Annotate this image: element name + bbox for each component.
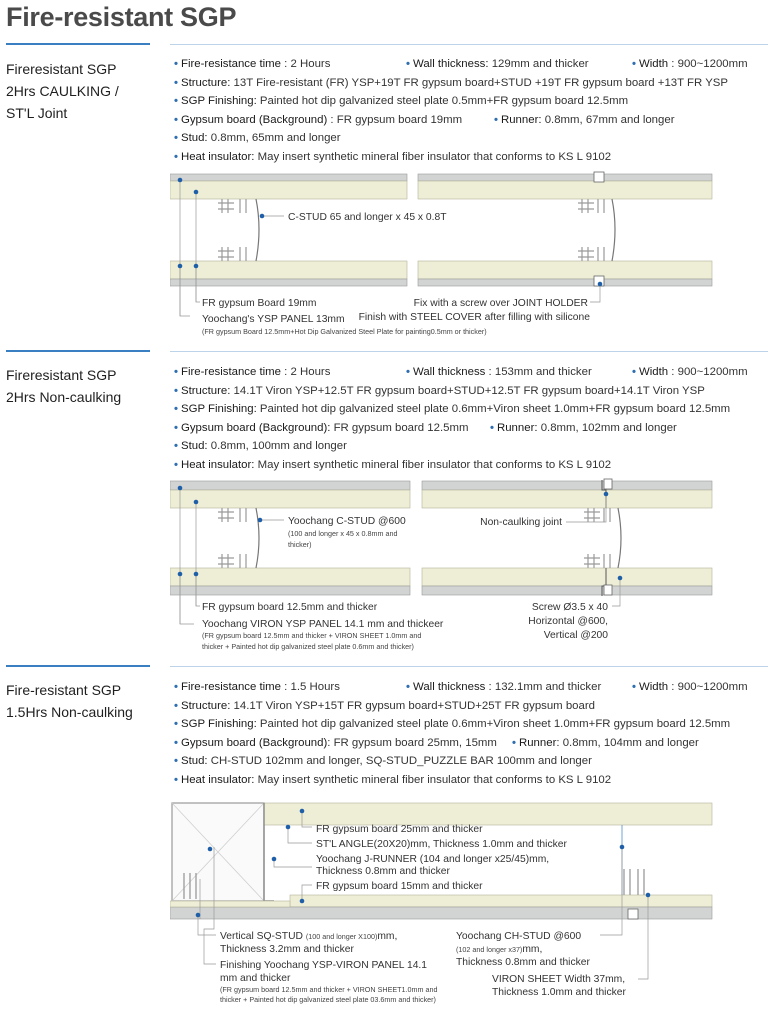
section-divider bbox=[6, 43, 150, 45]
label-panel-note: (FR gypsum Board 12.5mm+Hot Dip Galvanized Steel Plate for painting0.5mm or thicker) bbox=[202, 327, 487, 336]
callout-dot bbox=[618, 576, 623, 581]
callout-dot bbox=[286, 825, 291, 830]
label-stud-note: (100 and longer x 45 x 0.8mm and bbox=[288, 529, 398, 538]
callout-dot bbox=[194, 264, 199, 269]
callout-dot bbox=[598, 282, 603, 287]
callout-dot bbox=[272, 857, 277, 862]
callout-dot bbox=[178, 486, 183, 491]
label-viron-sheet: VIRON SHEET Width 37mm, bbox=[492, 974, 626, 985]
label-stud-note: thicker) bbox=[288, 540, 312, 549]
spec-list: • Fire-resistance time : 2 Hours • Wall thickness : 153mm and thicker • Width : 900~1200mm • Structure: 14.1T Viron YSP+12.5T FR gypsum board+STUD+12.5T FR gypsum board+14.1T Viron YSP • SGP Finishing: Painted hot dip galvanized steel plate 0.6mm+Viron sheet 1.0mm+FR gypsum board 12.5mm • Gypsum board (Background): FR gypsum board 12.5mm • Runner: 0.8mm, 102mm and longer • Stud: 0.8mm, 100mm and longer • Heat insulator: May insert synthetic mineral fiber insulator that conforms to KS L 9102 bbox=[174, 366, 748, 471]
steel-plate bbox=[170, 586, 410, 595]
label-finishing-note: (FR gypsum board 12.5mm and thicker + VIRON SHEET1.0mm and bbox=[220, 985, 438, 994]
label-angle: ST'L ANGLE(20X20)mm, Thickness 1.0mm and thicker bbox=[316, 839, 567, 850]
label-viron-sheet: Thickness 1.0mm and thicker bbox=[492, 987, 626, 998]
gypsum-board bbox=[264, 803, 712, 825]
label-panel: Yoochang VIRON YSP PANEL 14.1 mm and thickeer bbox=[202, 619, 444, 630]
callout-dot bbox=[258, 518, 263, 523]
label-joint: Non-caulking joint bbox=[480, 517, 562, 528]
steel-plate bbox=[170, 279, 407, 286]
gypsum-board bbox=[170, 490, 410, 508]
section-name: Fire-resistant SGP 1.5Hrs Non-caulking bbox=[6, 682, 133, 720]
label-screw: Vertical @200 bbox=[543, 630, 608, 641]
label-panel-note: thicker + Painted hot dip galvanized steel plate 0.6mm and thicker) bbox=[202, 642, 414, 651]
label-joint-1: Fix with a screw over JOINT HOLDER bbox=[413, 298, 588, 309]
label-joint-2: Finish with STEEL COVER after filling with silicone bbox=[358, 312, 590, 323]
steel-plate bbox=[170, 481, 410, 490]
section-drawing bbox=[170, 799, 715, 1019]
section-divider bbox=[6, 665, 150, 667]
section-drawing bbox=[170, 478, 715, 658]
label-screw: Screw Ø3.5 x 40 bbox=[531, 602, 608, 613]
gypsum-board bbox=[170, 261, 407, 279]
joint-holder bbox=[594, 172, 604, 182]
callout-dot bbox=[300, 899, 305, 904]
label-sq-stud: Vertical SQ-STUD (100 and longer X100)mm, bbox=[220, 931, 398, 942]
callout-dot bbox=[194, 190, 199, 195]
gypsum-board bbox=[170, 568, 410, 586]
label-panel-note: (FR gypsum board 12.5mm and thicker + VIRON SHEET 1.0mm and bbox=[202, 631, 422, 640]
steel-plate bbox=[422, 481, 712, 490]
label-screw: Horizontal @600, bbox=[528, 616, 608, 627]
ch-stud bbox=[622, 825, 644, 895]
section-divider bbox=[170, 351, 768, 352]
section-divider bbox=[6, 350, 150, 352]
label-finishing: mm and thicker bbox=[220, 973, 291, 984]
callout-dot bbox=[178, 572, 183, 577]
section-name: Fireresistant SGP 2Hrs CAULKING / ST'L Joint bbox=[6, 61, 119, 121]
label-ch-stud: Yoochang CH-STUD @600 bbox=[456, 931, 582, 942]
steel-plate bbox=[418, 279, 712, 286]
label-board-25: FR gypsum board 25mm and thicker bbox=[316, 824, 483, 835]
label-panel: Yoochang's YSP PANEL 13mm bbox=[202, 314, 345, 325]
gypsum-board bbox=[422, 490, 712, 508]
gypsum-board bbox=[422, 568, 712, 586]
section-divider bbox=[170, 44, 768, 45]
spec-list: • Fire-resistance time : 2 Hours • Wall thickness: 129mm and thicker • Width : 900~1200mm • Structure: 13T Fire-resistant (FR) YSP+19T FR gypsum board+STUD +19T FR gypsum board +13T FR YSP • SGP Finishing: Painted hot dip galvanized steel plate 0.5mm+FR gypsum board 12.5mm • Gypsum board (Background) : FR gypsum board 19mm • Runner: 0.8mm, 67mm and longer • Stud: 0.8mm, 65mm and longer • Heat insulator: May insert synthetic mineral fiber insulator that conforms to KS L 9102 bbox=[174, 58, 748, 163]
callout-dot bbox=[300, 809, 305, 814]
label-finishing: Finishing Yoochang YSP-VIRON PANEL 14.1 bbox=[220, 960, 428, 971]
callout-dot bbox=[194, 572, 199, 577]
label-board-15: FR gypsum board 15mm and thicker bbox=[316, 881, 483, 892]
section-2hrs-non-caulking bbox=[0, 350, 768, 665]
page-title: Fire-resistant SGP bbox=[6, 2, 237, 32]
gypsum-board bbox=[418, 181, 712, 199]
callout-dot bbox=[604, 492, 609, 497]
gypsum-board bbox=[170, 181, 407, 199]
steel-plate bbox=[170, 174, 407, 181]
joint-holder bbox=[604, 585, 612, 595]
joint-holder bbox=[604, 479, 612, 489]
section-name: Fireresistant SGP 2Hrs Non-caulking bbox=[6, 367, 122, 405]
gypsum-board bbox=[170, 901, 290, 907]
spec-list: • Fire-resistance time : 1.5 Hours • Wall thickness : 132.1mm and thicker • Width : 900~1200mm • Structure: 14.1T Viron YSP+15T FR gypsum board+STUD+25T FR gypsum board • SGP Finishing: Painted hot dip galvanized steel plate 0.6mm+Viron sheet 1.0mm+FR gypsum board 12.5mm • Gypsum board (Background): FR gypsum board 25mm, 15mm • Runner: 0.8mm, 104mm and longer • Stud: CH-STUD 102mm and longer, SQ-STUD_PUZZLE BAR 100mm and longer • Heat insulator: May insert synthetic mineral fiber insulator that conforms to KS L 9102 bbox=[174, 681, 748, 786]
c-stud bbox=[578, 199, 615, 261]
label-sq-stud: Thickness 3.2mm and thicker bbox=[220, 944, 354, 955]
c-stud bbox=[218, 199, 259, 261]
label-ch-stud: (102 and longer x37)mm, bbox=[456, 944, 543, 955]
gypsum-board bbox=[418, 261, 712, 279]
section-divider bbox=[170, 666, 768, 667]
callout-dot bbox=[646, 893, 651, 898]
label-runner: Yoochang J-RUNNER (104 and longer x25/45)mm, bbox=[316, 854, 550, 865]
callout-dot bbox=[260, 214, 265, 219]
section-2hrs-caulking bbox=[0, 0, 768, 350]
callout-dot bbox=[620, 845, 625, 850]
callout-dot bbox=[196, 913, 201, 918]
section-drawing bbox=[170, 170, 715, 342]
callout-dot bbox=[194, 500, 199, 505]
label-board: FR gypsum Board 19mm bbox=[202, 298, 317, 309]
callout-dot bbox=[178, 178, 183, 183]
callout-dot bbox=[208, 847, 213, 852]
steel-plate bbox=[418, 174, 712, 181]
label-runner: Thickness 0.8mm and thicker bbox=[316, 866, 450, 877]
section-1-5hrs-non-caulking bbox=[0, 665, 768, 1023]
label-ch-stud: Thickness 0.8mm and thicker bbox=[456, 957, 590, 968]
label-stud: Yoochang C-STUD @600 bbox=[288, 516, 406, 527]
steel-plate bbox=[422, 586, 712, 595]
joint-holder bbox=[628, 909, 638, 919]
label-board: FR gypsum board 12.5mm and thicker bbox=[202, 602, 378, 613]
label-stud: C-STUD 65 and longer x 45 x 0.8T bbox=[288, 212, 447, 223]
callout-dot bbox=[178, 264, 183, 269]
label-finishing-note: thicker + Painted hot dip galvanized steel plate 03.6mm and thicker) bbox=[220, 995, 436, 1004]
